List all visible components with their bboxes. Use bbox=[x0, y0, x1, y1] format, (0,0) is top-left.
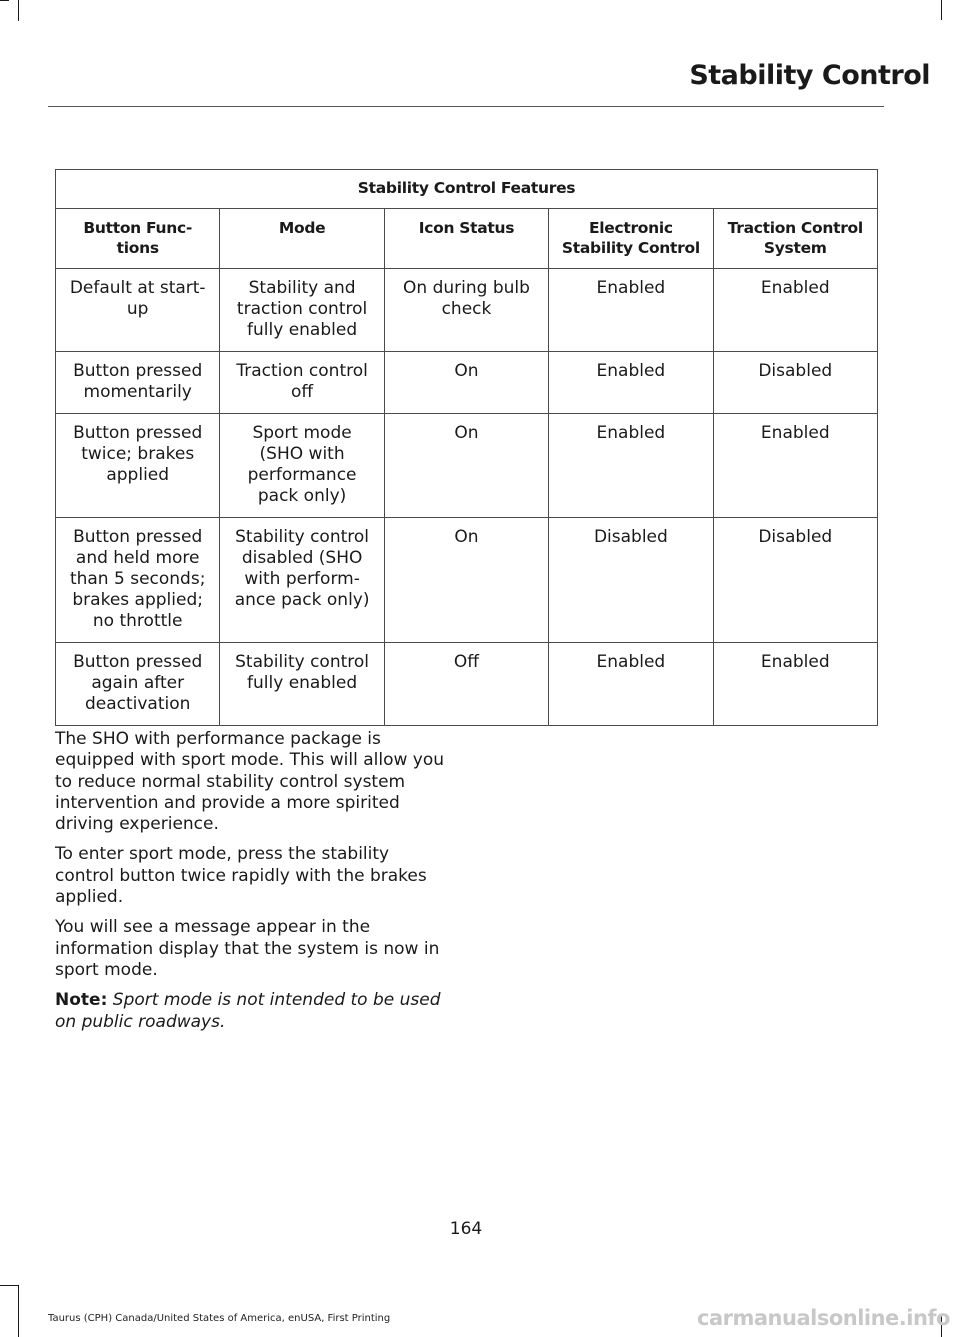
table-cell: On bbox=[384, 518, 548, 643]
table-cell: Enabled bbox=[549, 352, 713, 414]
table-cell: Traction control off bbox=[220, 352, 384, 414]
table-cell: Stability control disabled (SHO with perform- ance pack only) bbox=[220, 518, 384, 643]
note bbox=[55, 990, 450, 1033]
table-cell: Stability and traction control fully enabled bbox=[220, 269, 384, 352]
table-cell: Enabled bbox=[549, 643, 713, 726]
stability-control-features-table bbox=[55, 169, 878, 726]
table-body bbox=[56, 269, 878, 726]
table-cell: Disabled bbox=[713, 518, 877, 643]
table-cell: On bbox=[384, 414, 548, 518]
table-cell: Button pressed momentarily bbox=[56, 352, 220, 414]
note-text: Sport mode is not intended to be used on public roadways. bbox=[55, 990, 441, 1032]
table-header-cell: Icon Status bbox=[384, 209, 548, 269]
table-cell: Disabled bbox=[713, 352, 877, 414]
crop-mark bbox=[18, 0, 19, 20]
title-divider bbox=[48, 106, 884, 107]
table-header-cell: Mode bbox=[220, 209, 384, 269]
watermark: carmanualsonline.info bbox=[697, 1306, 950, 1330]
table-cell: On during bulb check bbox=[384, 269, 548, 352]
table-row bbox=[56, 414, 878, 518]
table-cell: Sport mode (SHO with performance pack only) bbox=[220, 414, 384, 518]
table-cell: Button pressed again after deactivation bbox=[56, 643, 220, 726]
crop-mark bbox=[0, 0, 9, 1]
page-number: 164 bbox=[449, 1219, 483, 1239]
paragraph: You will see a message appear in the information display that the system is now in sport mode. bbox=[55, 917, 440, 980]
table-cell: Default at start- up bbox=[56, 269, 220, 352]
table-row bbox=[56, 269, 878, 352]
table-cell: Enabled bbox=[713, 269, 877, 352]
crop-mark bbox=[18, 20, 19, 21]
table-cell: Enabled bbox=[713, 414, 877, 518]
body-text bbox=[55, 729, 450, 1042]
table-cell: Button pressed twice; brakes applied bbox=[56, 414, 220, 518]
table-cell: Off bbox=[384, 643, 548, 726]
footer-text: Taurus (CPH) Canada/United States of America, enUSA, First Printing bbox=[48, 1313, 391, 1324]
table-row bbox=[56, 518, 878, 643]
crop-mark bbox=[18, 1285, 19, 1337]
table-cell: Enabled bbox=[549, 269, 713, 352]
table-cell: Button pressed and held more than 5 seconds; brakes applied; no throttle bbox=[56, 518, 220, 643]
table-cell: On bbox=[384, 352, 548, 414]
table-cell: Enabled bbox=[713, 643, 877, 726]
page-title: Stability Control bbox=[689, 60, 930, 91]
table-header-cell: Traction Control System bbox=[713, 209, 877, 269]
table-row bbox=[56, 352, 878, 414]
note-label: Note: bbox=[55, 990, 108, 1011]
table-cell: Disabled bbox=[549, 518, 713, 643]
table-header-row bbox=[56, 209, 878, 269]
crop-mark bbox=[0, 1285, 19, 1286]
paragraph: The SHO with performance package is equipped with sport mode. This will allow you to reduce normal stability control system intervention and provide a more spirited driving experience. bbox=[55, 729, 445, 835]
paragraph: To enter sport mode, press the stability control button twice rapidly with the brakes applied. bbox=[55, 844, 427, 908]
table-cell: Stability control fully enabled bbox=[220, 643, 384, 726]
table-row bbox=[56, 643, 878, 726]
table-caption: Stability Control Features bbox=[56, 170, 878, 209]
table-header-cell: Button Func- tions bbox=[56, 209, 220, 269]
table-cell: Enabled bbox=[549, 414, 713, 518]
table-header-cell: Electronic Stability Control bbox=[549, 209, 713, 269]
crop-mark bbox=[941, 0, 942, 20]
